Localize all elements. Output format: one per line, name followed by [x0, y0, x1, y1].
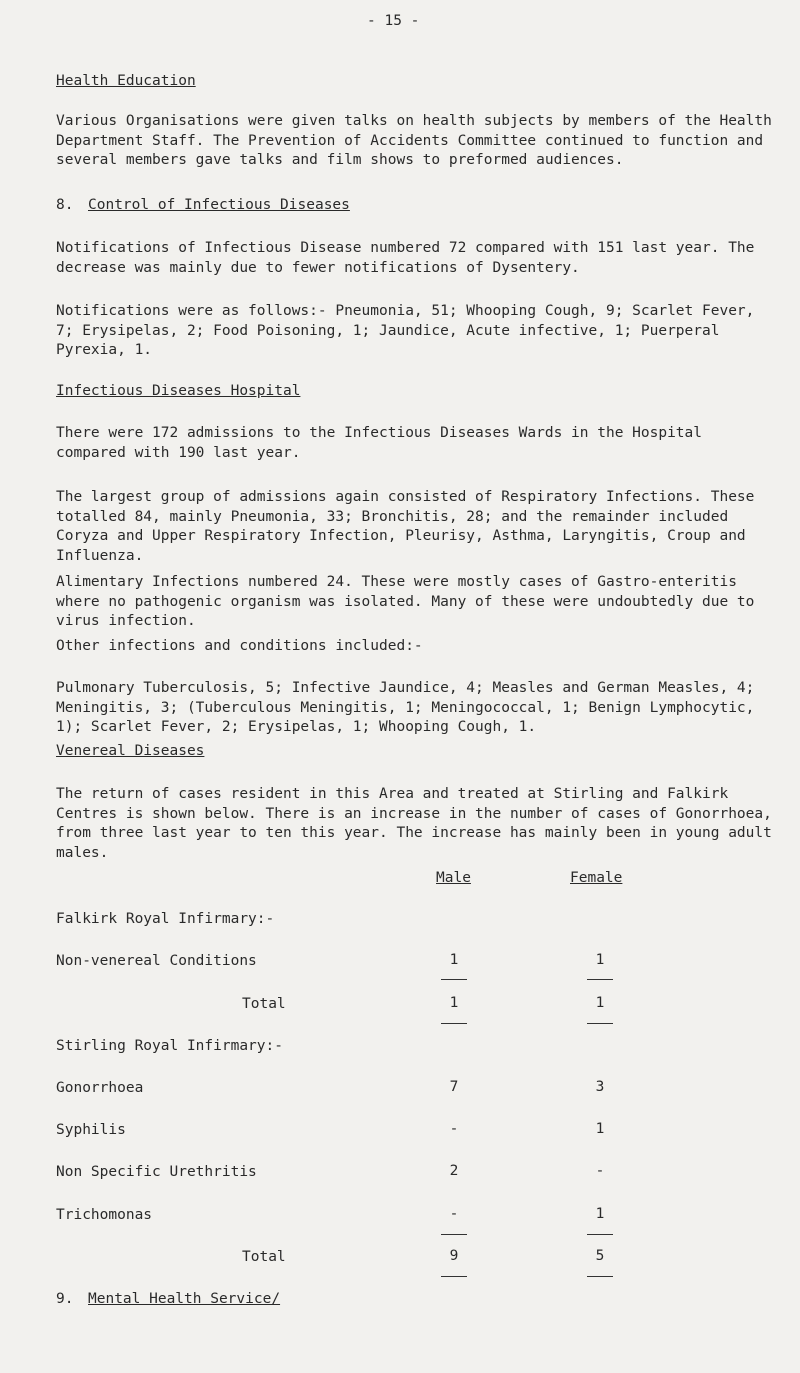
table-row-label: Non Specific Urethritis [56, 1164, 257, 1180]
falkirk-total-label: Total [242, 996, 286, 1012]
falkirk-title: Falkirk Royal Infirmary:- [56, 911, 275, 927]
column-header-female: Female [570, 870, 623, 886]
table-row-female: 1 [595, 1121, 605, 1137]
falkirk-total-male: 1 [449, 995, 459, 1011]
hospital-paragraph-1: There were 172 admissions to the Infectious Diseases Wards in the Hospital compared with 190 last year. [56, 425, 703, 461]
control-heading: Control of Infectious Diseases [88, 197, 350, 213]
health-education-body: Various Organisations were given talks on health subjects by members of the Health Department Staff. The Prevention of Accidents Committee continued to function and several members gave talks and film shows to preformed audiences. [56, 113, 772, 168]
subtotal-rule-male [441, 979, 467, 980]
control-paragraph-1: Notifications of Infectious Disease numbered 72 compared with 151 last year. The decrease was mainly due to fewer notifications of Dysentery. [56, 240, 755, 276]
subtotal-rule-female [587, 979, 613, 980]
venereal-paragraph-1: The return of cases resident in this Area and treated at Stirling and Falkirk Centres is shown below. There is an increase in the number of cases of Gonorrhoea, from three last year to ten this year. The increase has mainly been in young adult males. [56, 786, 772, 861]
subtotal-rule-female [587, 1234, 613, 1235]
hospital-paragraph-4: Other infections and conditions included:- [56, 638, 423, 654]
hospital-heading: Infectious Diseases Hospital [56, 383, 301, 399]
table-row-label: Trichomonas [56, 1207, 153, 1223]
section-9-number: 9. [56, 1291, 74, 1307]
table-row-male: 7 [449, 1079, 459, 1095]
falkirk-total-female: 1 [595, 995, 605, 1011]
control-paragraph-2: Notifications were as follows:- Pneumonia, 51; Whooping Cough, 9; Scarlet Fever, 7; Erysipelas, 2; Food Poisoning, 1; Jaundice, Acute infective, 1; Puerperal Pyrexia, 1. [56, 303, 755, 358]
subtotal-rule-male [441, 1234, 467, 1235]
table-row-female: 1 [595, 952, 605, 968]
stirling-title: Stirling Royal Infirmary:- [56, 1038, 283, 1054]
table-row-female: 1 [595, 1206, 605, 1222]
table-row-female: - [595, 1163, 605, 1179]
hospital-paragraph-2: The largest group of admissions again consisted of Respiratory Infections. These totalled 84, mainly Pneumonia, 33; Bronchitis, 28; and the remainder included Coryza and Upper Respiratory Infection, Pleurisy, Asthma, Laryngitis, Croup and Influenza. [56, 489, 755, 564]
table-row-label: Non-venereal Conditions [56, 953, 257, 969]
page-number: - 15 - [367, 13, 420, 29]
hospital-paragraph-3: Alimentary Infections numbered 24. These were mostly cases of Gastro-enteritis where no pathogenic organism was isolated. Many of these were undoubtedly due to virus infection. [56, 574, 755, 629]
health-education-heading: Health Education [56, 73, 196, 89]
table-row-label: Syphilis [56, 1122, 126, 1138]
hospital-paragraph-5: Pulmonary Tuberculosis, 5; Infective Jaundice, 4; Measles and German Measles, 4; Meningitis, 3; (Tuberculous Meningitis, 1; Meningococcal, 1; Benign Lymphocytic, 1); Scarlet Fever, 2; Erysipelas, 1; Whooping Cough, 1. [56, 680, 755, 735]
table-row-female: 3 [595, 1079, 605, 1095]
stirling-total-label: Total [242, 1249, 286, 1265]
table-row-male: 2 [449, 1163, 459, 1179]
stirling-total-female: 5 [595, 1248, 605, 1264]
stirling-total-male: 9 [449, 1248, 459, 1264]
table-row-male: - [449, 1206, 459, 1222]
next-section-heading: Mental Health Service/ [88, 1291, 281, 1307]
total-rule-male [441, 1023, 467, 1024]
column-header-male: Male [436, 870, 471, 886]
total-rule-female [587, 1276, 613, 1277]
total-rule-female [587, 1023, 613, 1024]
table-row-label: Gonorrhoea [56, 1080, 144, 1096]
table-row-male: 1 [449, 952, 459, 968]
total-rule-male [441, 1276, 467, 1277]
section-8-number: 8. [56, 197, 74, 213]
table-row-male: - [449, 1121, 459, 1137]
venereal-heading: Venereal Diseases [56, 743, 205, 759]
